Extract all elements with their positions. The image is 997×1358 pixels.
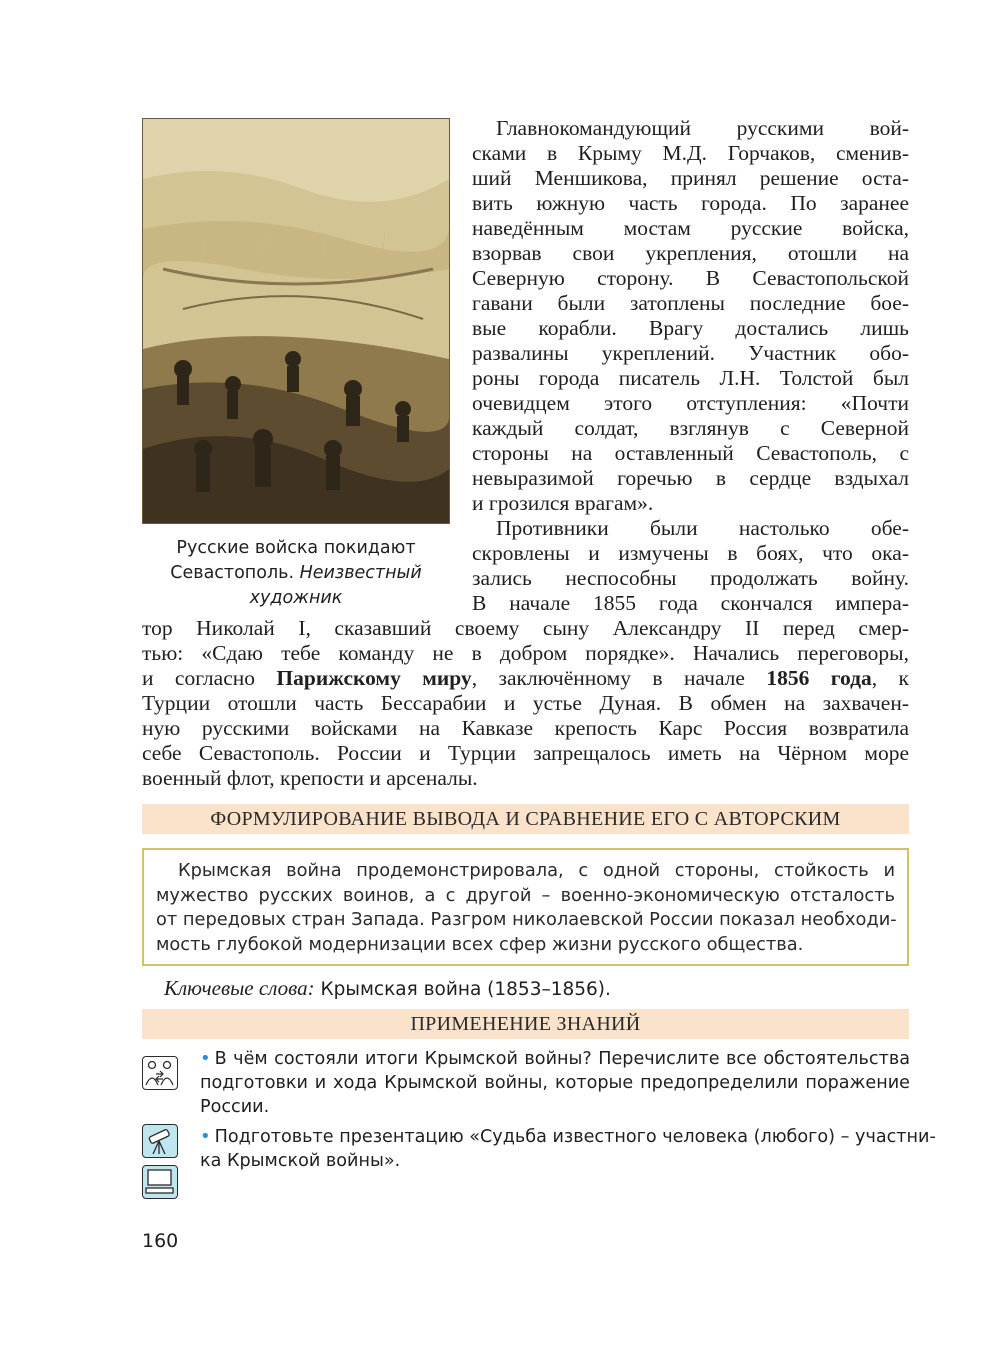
text-line: скровлены и измучены в боях, что ока- [472, 541, 909, 565]
task-line: подготовки и хода Крымской войны, которые предопределили поражение [200, 1073, 910, 1093]
bullet-icon: • [200, 1048, 211, 1069]
text-segment: , заключённому в начале [471, 666, 767, 690]
task-text: Подготовьте презентацию «Судьба известного человека (любого) – участни- [214, 1127, 936, 1147]
figure-caption [142, 536, 450, 611]
year-term: 1856 года [766, 666, 872, 690]
text-segment: и согласно [142, 666, 277, 690]
text-line: стороны на оставленный Севастополь, с [472, 441, 909, 465]
text-line: ший Меншикова, принял решение оста- [472, 166, 909, 190]
caption-plain: Севастополь. [170, 563, 300, 583]
text-line: взорвав свои укрепления, отошли на [472, 241, 909, 265]
keywords [164, 975, 611, 1003]
text-line: наведённым мостам русские войска, [472, 216, 909, 240]
text-line: вить южную часть города. По заранее [472, 191, 909, 215]
page-number: 160 [142, 1230, 179, 1252]
conclusion-line: Крымская война продемонстрировала, с одной стороны, стойкость и [178, 860, 895, 881]
text-line: каждый солдат, взглянув с Северной [472, 416, 909, 440]
text-line: роны города писатель Л.Н. Толстой был [472, 366, 909, 390]
bullet-icon: • [200, 1126, 211, 1147]
conclusion-line: от передовых стран Запада. Разгром николаевской России показал необходи- [156, 909, 897, 930]
task-text: В чём состояли итоги Крымской войны? Перечислите все обстоятельства [214, 1049, 910, 1069]
caption-line-2 [142, 561, 450, 586]
text-line: зались неспособны продолжать войну. [472, 566, 909, 590]
text-line: очевидцем этого отступления: «Почти [472, 391, 909, 415]
text-line-with-bold [142, 666, 909, 691]
text-line: тор Николай I, сказавший своему сыну Александру II перед смер- [142, 616, 909, 640]
task-line: ка Крымской войны». [200, 1151, 401, 1171]
text-segment: , к [871, 666, 909, 690]
section-title-conclusion: ФОРМУЛИРОВАНИЕ ВЫВОДА И СРАВНЕНИЕ ЕГО С АВТОРСКИМ [142, 804, 909, 834]
section-title-apply: ПРИМЕНЕНИЕ ЗНАНИЙ [142, 1009, 909, 1039]
text-line: ную русскими войсками на Кавказе крепость Карс Россия возвратила [142, 716, 909, 740]
painting-illustration [142, 118, 450, 524]
keywords-label: Ключевые слова: [164, 976, 315, 1000]
right-column-text [472, 116, 909, 616]
text-line: Северную сторону. В Севастопольской [472, 266, 909, 290]
keywords-value: Крымская война (1853–1856). [314, 979, 611, 1000]
conclusion-line: мость глубокой модернизации всех сфер жизни русского общества. [156, 933, 804, 955]
text-line: Главнокомандующий русскими вой- [496, 116, 909, 140]
task-1 [200, 1047, 910, 1119]
text-line: военный флот, крепости и арсеналы. [142, 766, 478, 790]
text-line: тью: «Сдаю тебе команду не в добром порядке». Начались переговоры, [142, 641, 909, 665]
telescope-icon [142, 1124, 178, 1158]
task-line [200, 1125, 936, 1149]
task-2 [200, 1125, 936, 1173]
caption-line-3 [142, 586, 450, 611]
painting-artwork [143, 119, 449, 523]
text-line: вые корабли. Врагу достались лишь [472, 316, 909, 340]
text-line: развалины укреплений. Участник обо- [472, 341, 909, 365]
text-line: невыразимой горечью в сердце вздыхал [472, 466, 909, 490]
text-line: Противники были настолько обе- [496, 516, 909, 540]
text-line: и грозился врагам». [472, 491, 654, 515]
conclusion-line: мужество русских воинов, а с другой – военно-экономическую отсталость [156, 884, 895, 906]
text-line: сками в Крыму М.Д. Горчаков, сменив- [472, 141, 909, 165]
full-width-text [142, 616, 909, 791]
paris-treaty-term: Парижскому миру [276, 666, 472, 690]
caption-artist-cont: художник [249, 588, 343, 608]
text-line: Турции отошли часть Бессарабии и устье Дуная. В обмен на захвачен- [142, 691, 909, 715]
task-line [200, 1047, 910, 1071]
text-line: гавани были затоплены последние бое- [472, 291, 909, 315]
discussion-icon [142, 1056, 178, 1090]
computer-icon [142, 1165, 178, 1199]
task-line: России. [200, 1097, 270, 1117]
conclusion-box [142, 848, 909, 966]
text-line: себе Севастополь. России и Турции запрещалось иметь на Чёрном море [142, 741, 909, 765]
text-line: В начале 1855 года скончался импера- [472, 591, 909, 615]
caption-line-1: Русские войска покидают [176, 538, 416, 558]
caption-artist: Неизвестный [299, 563, 422, 583]
